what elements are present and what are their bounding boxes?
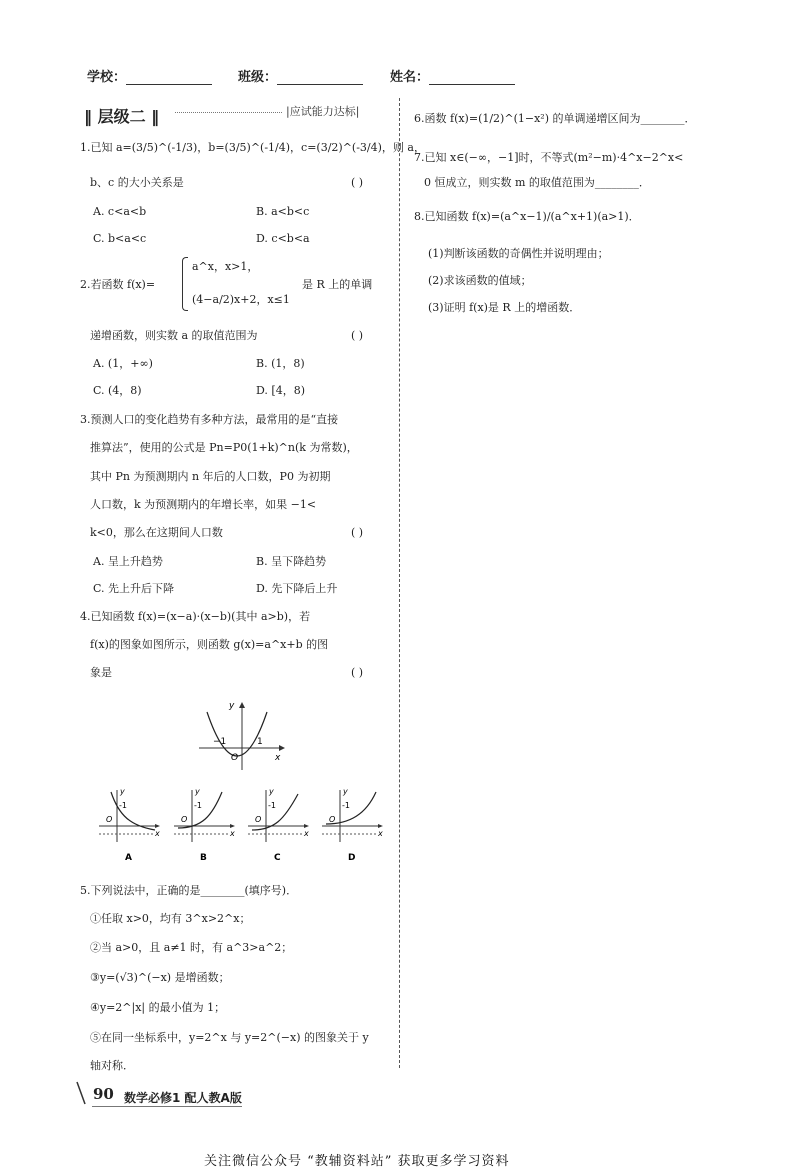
x-axis-arrow-icon	[230, 824, 235, 828]
parabola-curve	[207, 712, 267, 756]
footer-note: 关注微信公众号 “教辅资料站” 获取更多学习资料	[204, 1154, 510, 1169]
x-axis-arrow-icon	[304, 824, 309, 828]
q3-stem-5: k<0，那么在这期间人口数	[90, 526, 223, 539]
q5-stem: 5.下列说法中，正确的是________(填序号)．	[80, 884, 298, 897]
q4-parabola-figure	[195, 700, 285, 772]
y-axis-arrow-icon	[239, 702, 245, 708]
class-label: 班级：	[238, 70, 278, 85]
q3-stem-4: 人口数，k 为预测期内的年增长率，如果 −1<	[90, 498, 317, 511]
option-label: C	[274, 853, 281, 862]
q3-option-b[interactable]: B. 呈下降趋势	[256, 555, 327, 568]
section-title: ‖ 层级二 ‖	[84, 107, 160, 126]
y-axis-label: y	[343, 787, 348, 796]
q2-option-c[interactable]: C. (4，8)	[93, 384, 142, 397]
origin-label: O	[106, 815, 113, 824]
q5-item-2: ②当 a>0，且 a≠1 时，有 a^3>a^2；	[90, 941, 293, 954]
option-graph-d[interactable]	[320, 786, 384, 862]
school-label: 学校：	[87, 70, 127, 85]
q2-option-d[interactable]: D. [4，8)	[256, 384, 306, 397]
x-axis-arrow-icon	[378, 824, 383, 828]
x-axis-arrow-icon	[155, 824, 160, 828]
q7-stem-cont: 0 恒成立，则实数 m 的取值范围为________．	[424, 176, 650, 189]
x-axis-label: x	[378, 829, 383, 838]
option-label: D	[348, 853, 356, 862]
section-subtitle: |应试能力达标|	[286, 105, 360, 118]
y-axis-label: y	[195, 787, 200, 796]
q3-answer-paren[interactable]: ( )	[351, 526, 364, 539]
q8-part-3: (3)证明 f(x)是 R 上的增函数．	[428, 301, 581, 314]
q1-option-a[interactable]: A. c<a<b	[93, 205, 147, 218]
option-graph-c[interactable]	[246, 786, 310, 862]
q5-item-5: ⑤在同一坐标系中，y=2^x 与 y=2^(−x) 的图象关于 y	[90, 1031, 369, 1044]
q2-case-1: a^x，x>1，	[192, 260, 259, 273]
q6-stem: 6.函数 f(x)=(1/2)^(1−x²) 的单调递增区间为________．	[414, 112, 696, 125]
origin-label: O	[231, 753, 239, 763]
q8-part-1: (1)判断该函数的奇偶性并说明理由；	[428, 247, 609, 260]
q4-stem-2: f(x)的图象如图所示，则函数 g(x)=a^x+b 的图	[90, 638, 329, 651]
footer-slash-icon	[74, 1080, 88, 1106]
q2-stem-cont: 递增函数，则实数 a 的取值范围为	[90, 329, 258, 342]
q3-option-c[interactable]: C. 先上升后下降	[93, 582, 175, 595]
x-axis-label: x	[230, 829, 235, 838]
tick-neg1: -1	[268, 801, 276, 810]
exponential-curve	[252, 794, 298, 830]
q5-item-4: ④y=2^|x| 的最小值为 1；	[90, 1001, 226, 1014]
q8-part-2: (2)求该函数的值域；	[428, 274, 532, 287]
option-graph-a[interactable]	[97, 786, 161, 862]
q7-stem: 7.已知 x∈(−∞，−1]时，不等式(m²−m)·4^x−2^x<	[414, 151, 684, 164]
tick-neg1: -1	[119, 801, 127, 810]
q2-option-a[interactable]: A. (1，+∞)	[93, 357, 153, 370]
option-label: B	[200, 853, 207, 862]
tick-neg1: -1	[342, 801, 350, 810]
q1-option-d[interactable]: D. c<b<a	[256, 232, 310, 245]
origin-label: O	[181, 815, 188, 824]
section-divider	[175, 112, 282, 113]
tick-neg1: −1	[213, 737, 227, 747]
q4-stem: 4.已知函数 f(x)=(x−a)·(x−b)(其中 a>b)，若	[80, 610, 311, 623]
x-axis-label: x	[304, 829, 309, 838]
q5-item-3: ③y=(√3)^(−x) 是增函数；	[90, 971, 230, 984]
q2-option-b[interactable]: B. (1，8)	[256, 357, 305, 370]
x-axis-label: x	[275, 753, 281, 763]
exponential-curve	[111, 792, 155, 830]
q3-stem: 3.预测人口的变化趋势有多种方法，最常用的是“直接	[80, 413, 339, 426]
option-label: A	[125, 853, 132, 862]
class-blank[interactable]	[277, 70, 363, 85]
q2-stem: 2.若函数 f(x)=	[80, 278, 156, 291]
school-blank[interactable]	[126, 70, 212, 85]
q3-option-a[interactable]: A. 呈上升趋势	[93, 555, 163, 568]
q1-option-b[interactable]: B. a<b<c	[256, 205, 310, 218]
q1-option-c[interactable]: C. b<a<c	[93, 232, 147, 245]
name-field	[390, 66, 515, 85]
tick-1: 1	[257, 737, 263, 747]
y-axis-label: y	[229, 701, 235, 711]
q1-stem: 1.已知 a=(3/5)^(-1/3)，b=(3/5)^(-1/4)，c=(3/2)^(-3/4)，则 a，	[80, 141, 425, 154]
book-title: 数学必修1 配人教A版	[124, 1091, 242, 1105]
school-field	[87, 66, 212, 85]
class-field	[238, 66, 363, 85]
x-axis-arrow-icon	[279, 745, 285, 751]
tick-neg1: -1	[194, 801, 202, 810]
name-blank[interactable]	[429, 70, 515, 85]
q3-stem-3: 其中 Pn 为预测期内 n 年后的人口数，P0 为初期	[90, 470, 331, 483]
option-graph-b[interactable]	[172, 786, 236, 862]
q8-stem: 8.已知函数 f(x)=(a^x−1)/(a^x+1)(a>1)．	[414, 210, 640, 223]
q5-item-5-cont: 轴对称．	[90, 1059, 134, 1072]
q1-answer-paren[interactable]: ( )	[351, 176, 364, 189]
footer-rule	[92, 1106, 242, 1107]
q3-stem-2: 推算法”，使用的公式是 Pn=P0(1+k)^n(k 为常数)，	[90, 441, 358, 454]
name-label: 姓名：	[390, 70, 430, 85]
q1-stem-cont: b、c 的大小关系是	[90, 176, 184, 189]
y-axis-label: y	[269, 787, 274, 796]
page-number: 90	[93, 1085, 114, 1103]
column-divider	[399, 98, 400, 1068]
x-axis-label: x	[155, 829, 160, 838]
q2-answer-paren[interactable]: ( )	[351, 329, 364, 342]
q3-option-d[interactable]: D. 先下降后上升	[256, 582, 338, 595]
q2-stem-tail: 是 R 上的单调	[302, 278, 373, 291]
y-axis-label: y	[120, 787, 125, 796]
origin-label: O	[255, 815, 262, 824]
q2-brace	[182, 257, 188, 311]
q4-answer-paren[interactable]: ( )	[351, 666, 364, 679]
q2-case-2: (4−a/2)x+2，x≤1	[192, 293, 290, 306]
q4-stem-3: 象是	[90, 666, 112, 679]
q5-item-1: ①任取 x>0，均有 3^x>2^x；	[90, 912, 251, 925]
origin-label: O	[329, 815, 336, 824]
